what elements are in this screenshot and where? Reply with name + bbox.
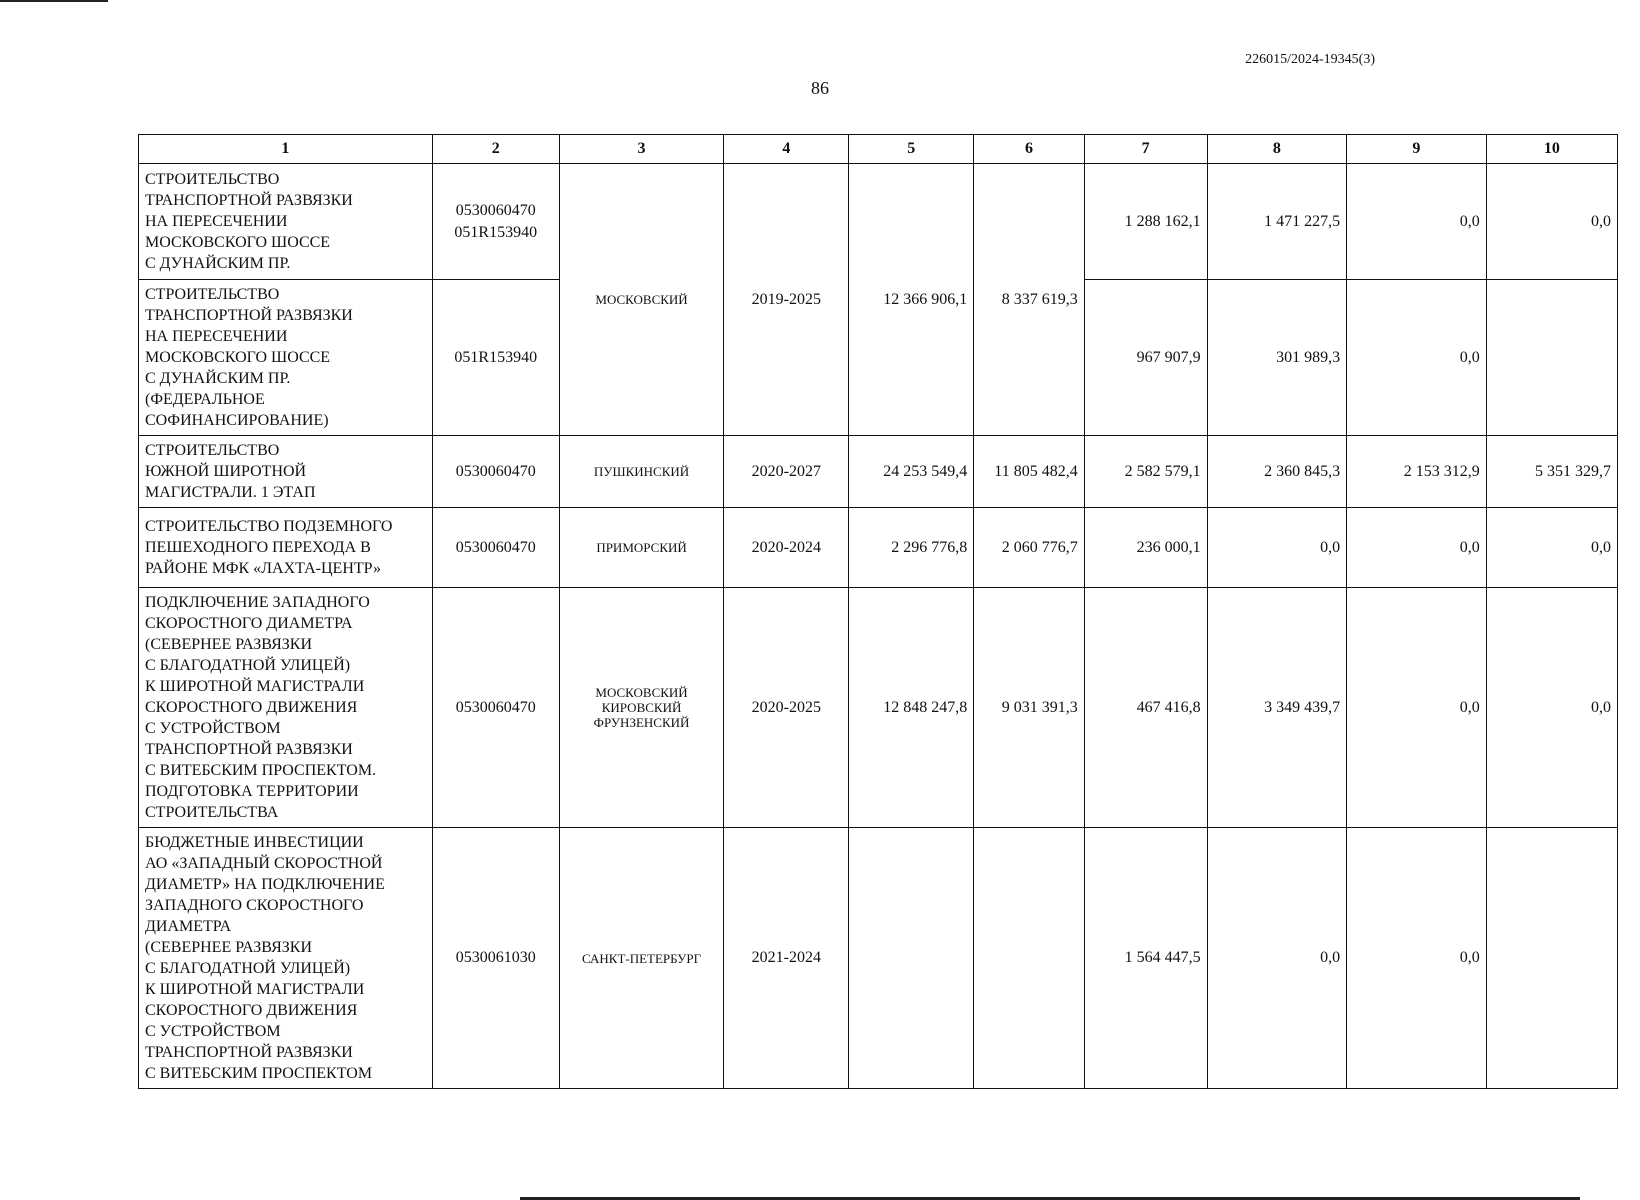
value-cell-7: 2 582 579,1 xyxy=(1084,436,1207,508)
column-header: 10 xyxy=(1486,135,1617,164)
budget-code-cell: 0530060470 xyxy=(432,588,559,828)
object-name-cell: БЮДЖЕТНЫЕ ИНВЕСТИЦИИ АО «ЗАПАДНЫЙ СКОРОСТНОЙ ДИАМЕТР» НА ПОДКЛЮЧЕНИЕ ЗАПАДНОГО СКОРОСТНОГО ДИАМЕТРА (СЕВЕРНЕЕ РАЗВЯЗКИ С БЛАГОДАТНОЙ УЛИЦЕЙ) К ШИРОТНОЙ МАГИСТРАЛИ СКОРОСТНОГО ДВИЖЕНИЯ С УСТРОЙСТВОМ ТРАНСПОРТНОЙ РАЗВЯЗКИ С ВИТЕБСКИМ ПРОСПЕКТОМ xyxy=(139,828,433,1089)
value-cell-9: 0,0 xyxy=(1347,508,1487,588)
page-number: 86 xyxy=(811,78,829,98)
value-cell-6: 8 337 619,3 xyxy=(974,164,1084,436)
column-header: 1 xyxy=(139,135,433,164)
budget-code-cell: 0530060470 051R153940 xyxy=(432,164,559,280)
total-cost-cell: 2 296 776,8 xyxy=(849,508,974,588)
object-name-cell: СТРОИТЕЛЬСТВО ЮЖНОЙ ШИРОТНОЙ МАГИСТРАЛИ. 1 ЭТАП xyxy=(139,436,433,508)
column-header: 9 xyxy=(1347,135,1487,164)
object-name-cell: СТРОИТЕЛЬСТВО ПОДЗЕМНОГО ПЕШЕХОДНОГО ПЕРЕХОДА В РАЙОНЕ МФК «ЛАХТА-ЦЕНТР» xyxy=(139,508,433,588)
value-cell-6: 9 031 391,3 xyxy=(974,588,1084,828)
period-cell: 2021-2024 xyxy=(724,828,849,1089)
table-row xyxy=(139,164,1618,280)
value-cell-8: 1 471 227,5 xyxy=(1207,164,1347,280)
table-row xyxy=(139,588,1618,828)
column-header: 2 xyxy=(432,135,559,164)
value-cell-7: 1 564 447,5 xyxy=(1084,828,1207,1089)
column-header: 8 xyxy=(1207,135,1347,164)
period-cell: 2020-2025 xyxy=(724,588,849,828)
table-row xyxy=(139,436,1618,508)
column-header: 3 xyxy=(559,135,724,164)
value-cell-8: 2 360 845,3 xyxy=(1207,436,1347,508)
value-cell-6 xyxy=(974,828,1084,1089)
object-name-cell: СТРОИТЕЛЬСТВО ТРАНСПОРТНОЙ РАЗВЯЗКИ НА ПЕРЕСЕЧЕНИИ МОСКОВСКОГО ШОССЕ С ДУНАЙСКИМ ПР. xyxy=(139,164,433,280)
object-name-cell: ПОДКЛЮЧЕНИЕ ЗАПАДНОГО СКОРОСТНОГО ДИАМЕТРА (СЕВЕРНЕЕ РАЗВЯЗКИ С БЛАГОДАТНОЙ УЛИЦЕЙ) К ШИРОТНОЙ МАГИСТРАЛИ СКОРОСТНОГО ДВИЖЕНИЯ С УСТРОЙСТВОМ ТРАНСПОРТНОЙ РАЗВЯЗКИ С ВИТЕБСКИМ ПРОСПЕКТОМ. ПОДГОТОВКА ТЕРРИТОРИИ СТРОИТЕЛЬСТВА xyxy=(139,588,433,828)
period-cell: 2020-2024 xyxy=(724,508,849,588)
value-cell-8: 301 989,3 xyxy=(1207,280,1347,436)
total-cost-cell xyxy=(849,828,974,1089)
district-cell: МОСКОВСКИЙ xyxy=(559,164,724,436)
budget-code-cell: 051R153940 xyxy=(432,280,559,436)
value-cell-7: 967 907,9 xyxy=(1084,280,1207,436)
budget-code-cell: 0530060470 xyxy=(432,436,559,508)
period-cell: 2019-2025 xyxy=(724,164,849,436)
value-cell-9: 0,0 xyxy=(1347,280,1487,436)
value-cell-7: 236 000,1 xyxy=(1084,508,1207,588)
value-cell-6: 2 060 776,7 xyxy=(974,508,1084,588)
table-row xyxy=(139,508,1618,588)
total-cost-cell: 12 366 906,1 xyxy=(849,164,974,436)
value-cell-10: 5 351 329,7 xyxy=(1486,436,1617,508)
total-cost-cell: 12 848 247,8 xyxy=(849,588,974,828)
value-cell-10: 0,0 xyxy=(1486,588,1617,828)
value-cell-8: 0,0 xyxy=(1207,828,1347,1089)
value-cell-10 xyxy=(1486,280,1617,436)
value-cell-10 xyxy=(1486,828,1617,1089)
value-cell-8: 3 349 439,7 xyxy=(1207,588,1347,828)
district-cell: ПРИМОРСКИЙ xyxy=(559,508,724,588)
column-header: 6 xyxy=(974,135,1084,164)
budget-code-cell: 0530061030 xyxy=(432,828,559,1089)
document-id: 226015/2024-19345(3) xyxy=(1245,52,1375,67)
column-header: 4 xyxy=(724,135,849,164)
column-number-row xyxy=(139,135,1618,164)
value-cell-8: 0,0 xyxy=(1207,508,1347,588)
value-cell-9: 0,0 xyxy=(1347,828,1487,1089)
investment-table xyxy=(138,134,1618,1089)
value-cell-7: 467 416,8 xyxy=(1084,588,1207,828)
object-name-cell: СТРОИТЕЛЬСТВО ТРАНСПОРТНОЙ РАЗВЯЗКИ НА ПЕРЕСЕЧЕНИИ МОСКОВСКОГО ШОССЕ С ДУНАЙСКИМ ПР. (ФЕДЕРАЛЬНОЕ СОФИНАНСИРОВАНИЕ) xyxy=(139,280,433,436)
scan-edge-line xyxy=(0,0,108,2)
district-cell: ПУШКИНСКИЙ xyxy=(559,436,724,508)
district-cell: МОСКОВСКИЙ КИРОВСКИЙ ФРУНЗЕНСКИЙ xyxy=(559,588,724,828)
value-cell-10: 0,0 xyxy=(1486,164,1617,280)
total-cost-cell: 24 253 549,4 xyxy=(849,436,974,508)
budget-code-cell: 0530060470 xyxy=(432,508,559,588)
district-cell: САНКТ-ПЕТЕРБУРГ xyxy=(559,828,724,1089)
column-header: 7 xyxy=(1084,135,1207,164)
value-cell-6: 11 805 482,4 xyxy=(974,436,1084,508)
column-header: 5 xyxy=(849,135,974,164)
value-cell-7: 1 288 162,1 xyxy=(1084,164,1207,280)
value-cell-10: 0,0 xyxy=(1486,508,1617,588)
value-cell-9: 2 153 312,9 xyxy=(1347,436,1487,508)
value-cell-9: 0,0 xyxy=(1347,588,1487,828)
value-cell-9: 0,0 xyxy=(1347,164,1487,280)
table-row xyxy=(139,828,1618,1089)
period-cell: 2020-2027 xyxy=(724,436,849,508)
